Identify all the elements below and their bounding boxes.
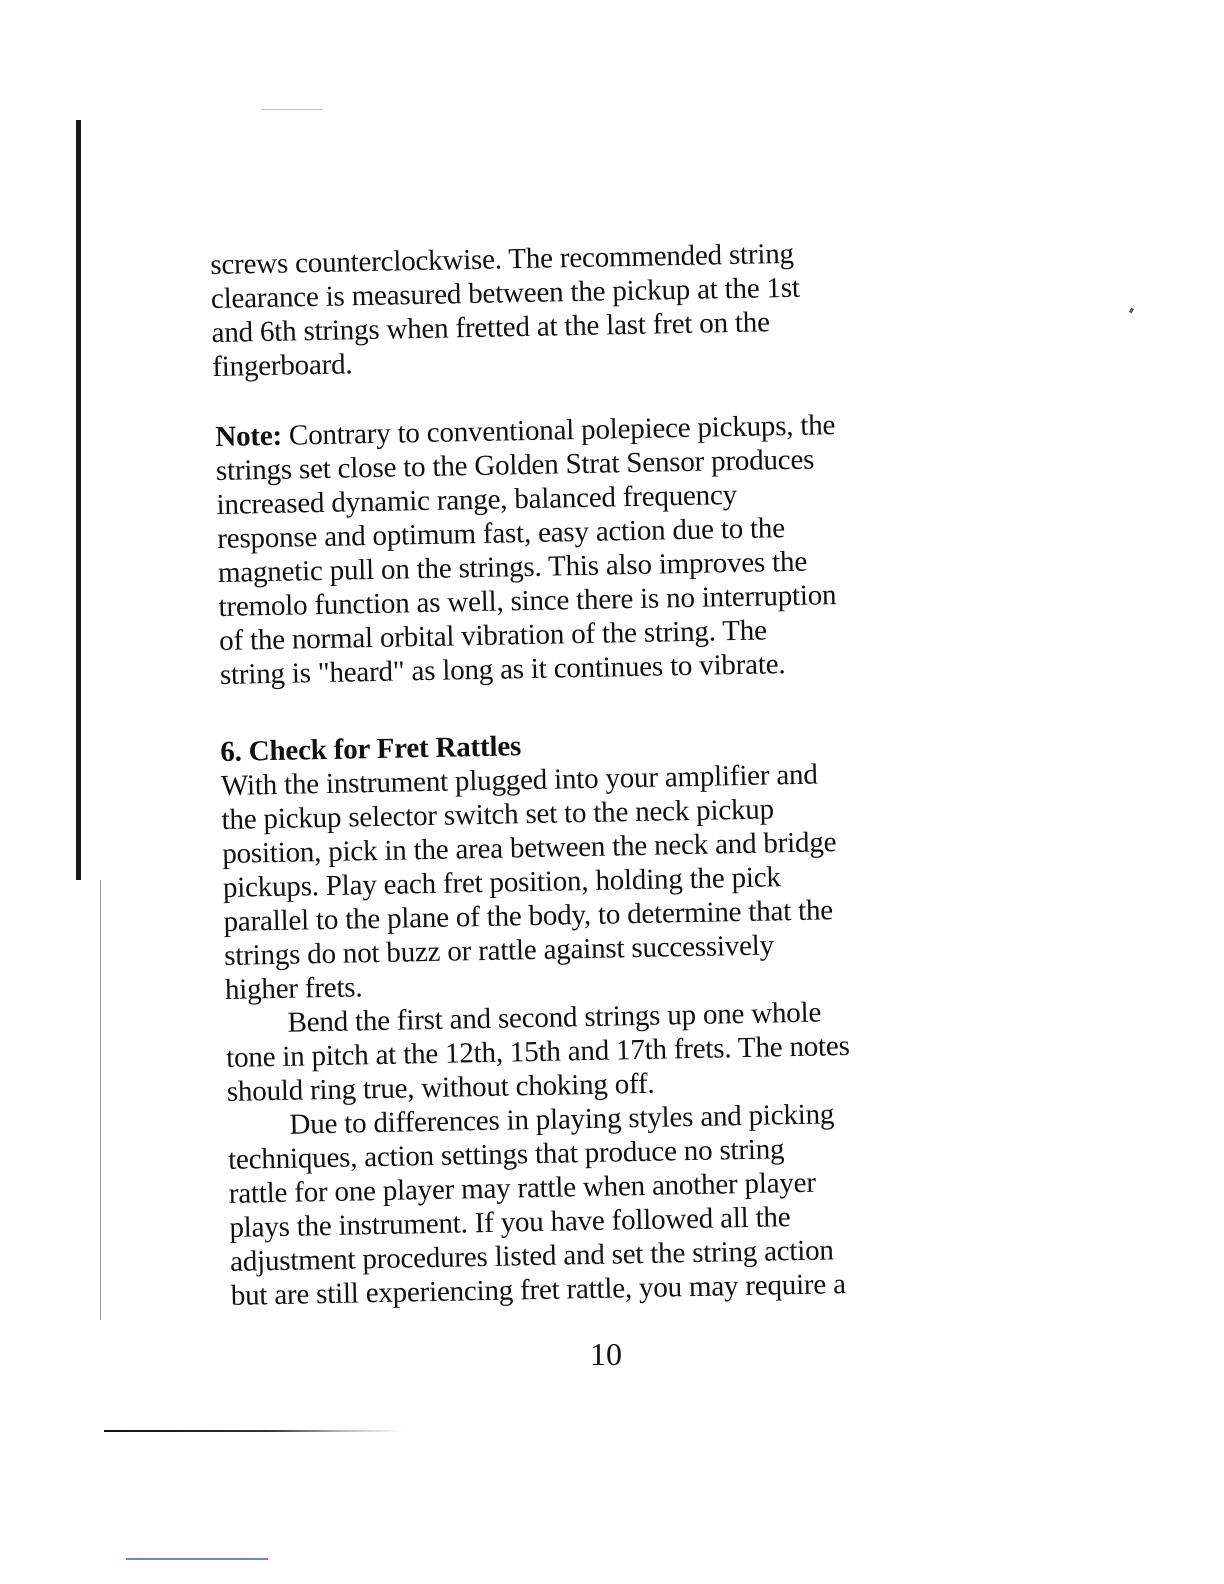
text-line: screws counterclockwise. The recommended string	[210, 237, 795, 281]
page-number: 10	[590, 1336, 622, 1372]
text-line: Bend the first and second strings up one whole	[287, 996, 822, 1039]
note-label: Note:	[215, 419, 283, 453]
blue-rule	[126, 1558, 268, 1560]
text-line: string is "heard" as long as it continues to vibrate.	[219, 648, 786, 691]
text-line: higher frets.	[224, 971, 363, 1006]
text-line: magnetic pull on the strings. This also improves the	[217, 545, 808, 589]
text-line: rattle for one player may rattle when another player	[228, 1166, 817, 1210]
scan-bottom-rule	[104, 1430, 404, 1432]
section-fret-rattles	[220, 723, 855, 1313]
text-line: tremolo function as well, since there is no interruption	[218, 579, 837, 623]
text-line: tone in pitch at the 12th, 15th and 17th frets. The notes	[225, 1029, 850, 1074]
text-line: strings do not buzz or rattle against successively	[223, 929, 775, 972]
note-first-line: Contrary to conventional polepiece pickups, the	[281, 409, 836, 452]
text-line: of the normal orbital vibration of the string. The	[218, 614, 768, 657]
text-line: Due to differences in playing styles and picking	[289, 1098, 835, 1141]
scan-edge-faint	[100, 880, 101, 1320]
text-line: pickups. Play each fret position, holding the pick	[222, 861, 781, 904]
note-paragraph	[215, 408, 840, 692]
paragraph-pickup-clearance	[210, 237, 801, 384]
text-line: increased dynamic range, balanced frequency	[216, 478, 738, 521]
text-line: strings set close to the Golden Strat Sensor produces	[215, 443, 815, 487]
text-line: parallel to the plane of the body, to determine that the	[223, 894, 834, 938]
text-line: but are still experiencing fret rattle, you may require a	[230, 1268, 847, 1312]
text-line: plays the instrument. If you have followed all the	[229, 1201, 791, 1244]
text-line: techniques, action settings that produce no string	[227, 1133, 785, 1176]
text-line: should ring true, without choking off.	[226, 1067, 655, 1108]
scan-speck	[1129, 308, 1134, 314]
text-line: response and optimum fast, easy action due to the	[216, 512, 786, 555]
text-line: and 6th strings when fretted at the last fret on the	[211, 306, 771, 349]
text-line: position, pick in the area between the neck and bridge	[221, 826, 837, 870]
text-line: With the instrument plugged into your amplifier and	[220, 758, 818, 802]
section-heading: 6. Check for Fret Rattles	[220, 730, 522, 768]
text-line: the pickup selector switch set to the neck pickup	[221, 793, 775, 836]
scan-edge-shadow	[76, 120, 81, 880]
scan-smudge	[262, 109, 322, 110]
text-line: clearance is measured between the pickup at the 1st	[210, 271, 801, 315]
text-line: fingerboard.	[211, 348, 353, 383]
text-line: adjustment procedures listed and set the string action	[229, 1234, 835, 1278]
